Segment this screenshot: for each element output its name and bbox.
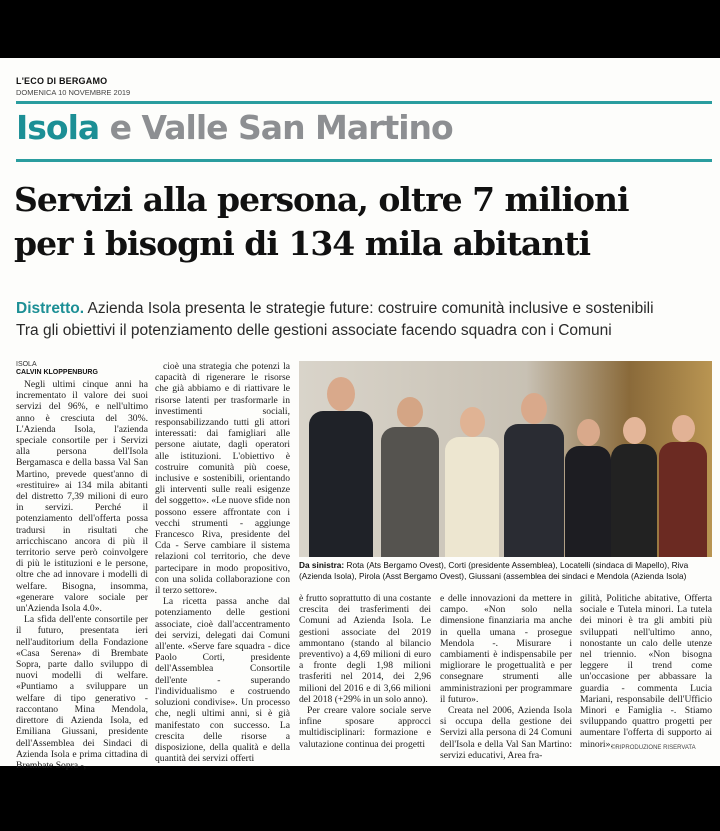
paragraph: cioè una strategia che potenzi la capacità di rigenerare le risorse che già abbiamo e di riattivare le risorse latenti per trasformarle in investimenti sociali, responsabilizzando tutti gli attori interessati: dai famigliari alle persone aiutate, dagli operatori alle istituzioni. L'obiettivo è costruire comunità più coese, inclusive e sostenibili, orientando gli interventi sulle reali esigenze del soggetto». «Le nuove sfide non possono essere affrontate con i vecchi strumenti - aggiunge Francesco Riva, presidente del Cda - Serve cambiare il sistema relazioni col territorio, che deve partecipare in modo propositivo, con una solida collaborazione con il terzo settore». (155, 361, 290, 597)
masthead: L'ECO DI BERGAMO (16, 76, 108, 86)
article-column-1 (16, 379, 148, 771)
photo-person (659, 415, 707, 557)
paragraph: e delle innovazioni da mettere in campo. «Non solo nella dimensione finanziaria ma anche in quella umana - prosegue Mendola -. Misurare i cambiamenti è indispensabile per migliorare le progettualità e per consegnare strumenti alle amministrazioni per programmare il futuro». (440, 593, 572, 705)
byline-location: ISOLA (16, 361, 37, 368)
photo-person (565, 419, 611, 557)
top-rule (16, 101, 712, 104)
issue-date: DOMENICA 10 NOVEMBRE 2019 (16, 88, 131, 97)
summary-kicker: Distretto. (16, 300, 85, 317)
paragraph: Creata nel 2006, Azienda Isola si occupa della gestione dei Servizi alla persona di 24 Comuni dell'Isola e della Val San Martino: servizi educativi, Area fra- (440, 705, 572, 761)
section-primary: Isola (16, 108, 100, 147)
photo-person (309, 377, 373, 557)
headline-line-1: Servizi alla persona, oltre 7 milioni (14, 180, 629, 219)
photo-person (381, 397, 439, 557)
headline (14, 178, 714, 266)
section-secondary: e Valle San Martino (109, 108, 453, 147)
paragraph: La ricetta passa anche dal potenziamento delle gestioni associate, cioè dall'accentramento dei servizi, delegati dai Comuni all'ente. «Serve fare squadra - dice Paolo Corti, presidente dell'Assemblea Consortile dell'ente - superando l'individualismo e costruendo soluzioni condivise». Un processo che, negli ultimi anni, si è già manifestato con successo. La crescita delle risorse a disposizione, della qualità e della quantità dei servizi offerti (155, 596, 290, 765)
section-rule (16, 159, 712, 162)
summary (16, 298, 716, 342)
paragraph: Per creare valore sociale serve infine sposare approcci multidisciplinari: formazione e valutazione continua dei progetti (299, 705, 431, 750)
photo-person (611, 417, 657, 557)
article-column-2 (155, 361, 290, 765)
caption-text: Rota (Ats Bergamo Ovest), Corti (presidente Assemblea), Locatelli (sindaca di Mapello), Riva (Azienda Isola), Pirola (Asst Bergamo Ovest), Giussani (assemblea dei sindaci e Mendola (Azienda Isola) (299, 560, 689, 581)
paragraph: Negli ultimi cinque anni ha incrementato il valore dei suoi servizi del 96%, e nell'ultimo anno è cresciuta del 30%. L'Azienda Isola, l'azienda speciale consortile per i Servizi alla persona dell'Isola Bergamasca e della bassa Val San Martino, prevede quest'anno di «restituire» ai 134 mila abitanti del distretto 7,39 milioni di euro in servizi. Perché il potenziamento dell'offerta possa tradursi in risultati che arricchiscano ancora di più il territorio serve però coinvolgere di più le istituzioni e le persone, oltre che ad innovare i modelli di welfare. Bisogna, insomma, «generare valore sociale per un'Azienda Isola 4.0». (16, 379, 148, 615)
article-column-3 (299, 593, 431, 762)
photo-caption (299, 560, 712, 581)
paragraph: gilità, Politiche abitative, Offerta sociale e Tutela minori. La tutela dei minori è tra gli ambiti più sviluppati nell'ultimo anno, nonostante un calo delle utenze nel triennio. «Non bisogna leggere il trend come un'occasione per abbassare la guardia - commenta Lucia Mariani, responsabile dell'Ufficio Minori e Famiglia -. Stiamo sviluppando quattro progetti per aumentare l'offerta di supporto ai minori». (580, 593, 712, 750)
summary-line-1: Azienda Isola presenta le strategie future: costruire comunità inclusive e sostenibili (87, 300, 654, 317)
article-column-4 (440, 593, 572, 762)
photo-person (445, 407, 499, 557)
headline-line-2: per i bisogni di 134 mila abitanti (14, 224, 590, 263)
copyright-notice: ©RIPRODUZIONE RISERVATA (611, 745, 696, 751)
paragraph: La sfida dell'ente consortile per il futuro, presentata ieri nell'auditorium della Fondazione «Casa Serena» di Brembate Sopra, parte dallo sviluppo di nuovi modelli di welfare. «Puntiamo a sviluppare un welfare di tipo generativo - raccontano Mina Mendola, direttore di Azienda Isola, ed Emiliana Giussani, presidente dell'Assemblea dei Sindaci di Azienda Isola e prima cittadina di Brembate Sopra -, (16, 614, 148, 771)
caption-lead: Da sinistra: (299, 560, 345, 570)
photo-person (504, 393, 564, 557)
summary-line-2: Tra gli obiettivi il potenziamento delle gestioni associate facendo squadra con i Comuni (16, 322, 612, 339)
newspaper-page (0, 58, 720, 771)
article-photo (299, 361, 712, 557)
paragraph: è frutto soprattutto di una costante crescita dei trasferimenti dei Comuni ad Azienda Isola. Le gestioni associate del 2019 ammontano (stando al bilancio preventivo) a 4,69 milioni di euro a fronte degli 1,98 milioni trasferiti nel 2014, dei 2,96 milioni del 2016 e di 3,66 milioni del 2018 (+29% in un solo anno). (299, 593, 431, 705)
byline-author: CALVIN KLOPPENBURG (16, 369, 98, 376)
section-title (16, 108, 453, 147)
